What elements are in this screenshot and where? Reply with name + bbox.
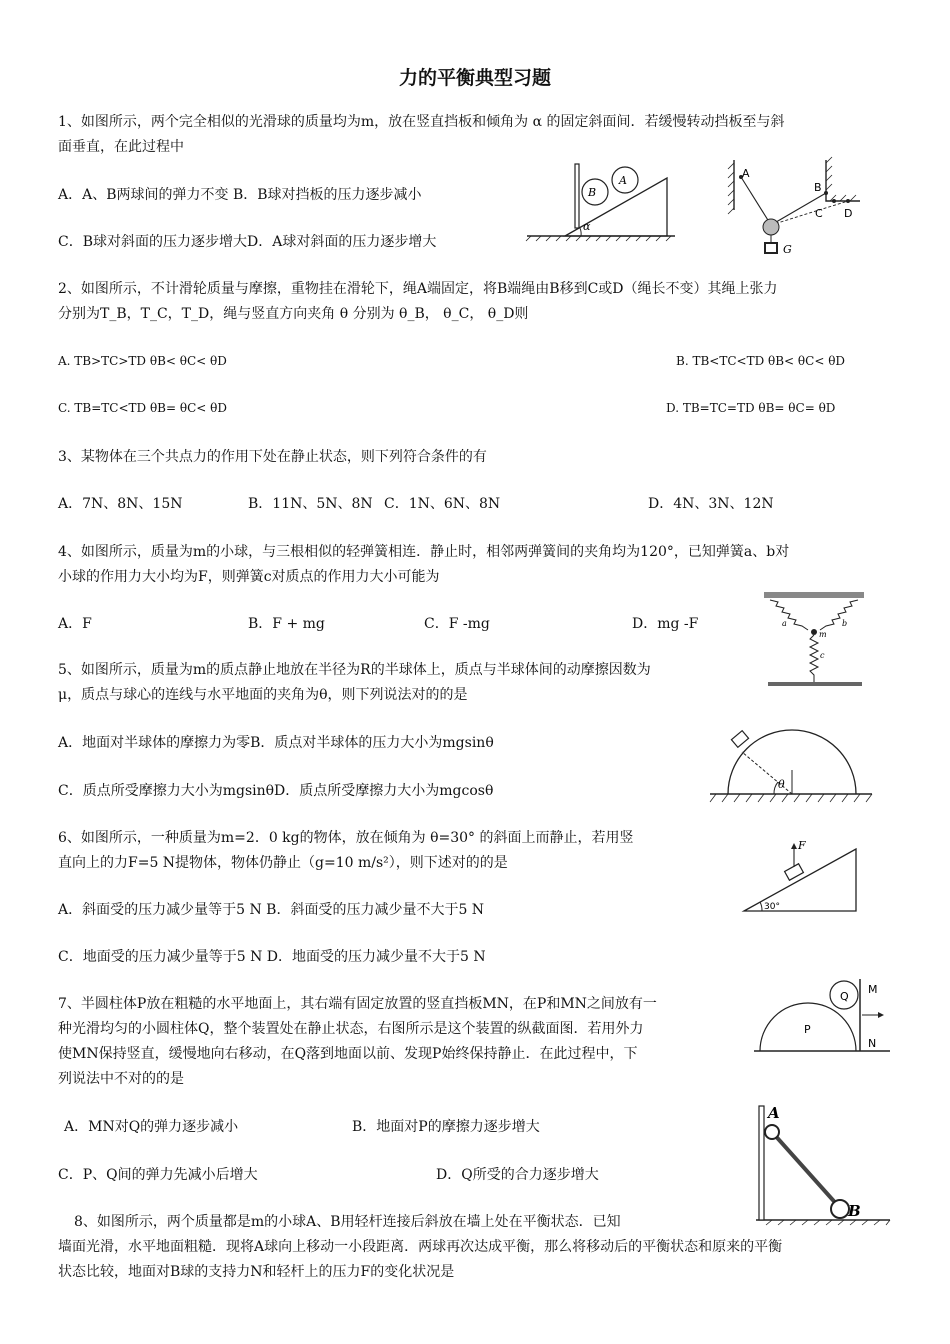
q4-label-a: a bbox=[782, 619, 787, 628]
q4-option-c: C．F -mg bbox=[424, 616, 490, 632]
q2-figure-pulley bbox=[726, 155, 866, 260]
q2-label-D: D bbox=[844, 207, 853, 220]
q2-option-b: B. TB<TC<TD θB< θC< θD bbox=[676, 354, 846, 368]
q4-label-b: b bbox=[842, 619, 848, 628]
q5-figure-hemisphere bbox=[708, 722, 878, 808]
q2-label-G: G bbox=[783, 243, 792, 256]
q7-label-M: M bbox=[868, 983, 878, 996]
q5-stem-line2: μ，质点与球心的连线与水平地面的夹角为θ，则下列说法对的的是 bbox=[58, 687, 468, 703]
q6-options-ab: A．斜面受的压力减少量等于5 N B．斜面受的压力减少量不大于5 N bbox=[58, 902, 485, 918]
q1-label-A: A bbox=[619, 174, 627, 187]
q7-label-P: P bbox=[804, 1023, 811, 1036]
q3-option-d: D．4N、3N、12N bbox=[648, 496, 774, 512]
q2-label-A: A bbox=[742, 167, 750, 180]
q2-stem-line2: 分别为T_B，T_C，T_D，绳与竖直方向夹角 θ 分别为 θ_B， θ_C， θ_D则 bbox=[58, 306, 529, 322]
q5-options-cd: C．质点所受摩擦力大小为mgsinθD．质点所受摩擦力大小为mgcosθ bbox=[58, 783, 494, 799]
q8-label-A: A bbox=[768, 1104, 780, 1122]
q4-label-m: m bbox=[819, 630, 827, 639]
q1-options-cd: C．B球对斜面的压力逐步增大D．A球对斜面的压力逐步增大 bbox=[58, 234, 437, 250]
q6-stem-line1: 6、如图所示，一种质量为m=2．0 kg的物体，放在倾角为 θ=30° 的斜面上而静止，若用竖 bbox=[58, 830, 634, 846]
q7-stem-line4: 列说法中不对的的是 bbox=[58, 1071, 184, 1087]
q8-stem-line3: 状态比较，地面对B球的支持力N和轻杆上的压力F的变化状况是 bbox=[58, 1264, 455, 1280]
q8-stem-line1: 8、如图所示，两个质量都是m的小球A、B用轻杆连接后斜放在墙上处在平衡状态．已知 bbox=[74, 1214, 621, 1230]
q6-label-angle: 30° bbox=[764, 902, 780, 912]
q8-stem-line2: 墙面光滑，水平地面粗糙．现将A球向上移动一小段距离．两球再次达成平衡，那么将移动后的平衡状态和原来的平衡 bbox=[58, 1239, 783, 1255]
q7-option-a: A．MN对Q的弹力逐步减小 bbox=[64, 1119, 239, 1135]
q7-figure-half-cylinder bbox=[752, 975, 892, 1055]
q7-option-d: D．Q所受的合力逐步增大 bbox=[436, 1167, 599, 1183]
q1-stem-line2: 面垂直，在此过程中 bbox=[58, 139, 184, 155]
q7-option-c: C．P、Q间的弹力先减小后增大 bbox=[58, 1167, 258, 1183]
q1-stem-line1: 1、如图所示，两个完全相似的光滑球的质量均为m，放在竖直挡板和倾角为 α 的固定斜面间．若缓慢转动挡板至与斜 bbox=[58, 114, 785, 130]
q7-label-N: N bbox=[868, 1037, 877, 1050]
q2-label-B: B bbox=[814, 181, 822, 194]
q8-label-B: B bbox=[848, 1202, 861, 1220]
q1-label-alpha: α bbox=[583, 220, 591, 233]
q6-options-cd: C．地面受的压力减少量等于5 N D．地面受的压力减少量不大于5 N bbox=[58, 949, 486, 965]
q1-options-ab: A．A、B两球间的弹力不变 B．B球对挡板的压力逐步减小 bbox=[58, 187, 422, 203]
q7-stem-line2: 种光滑均匀的小圆柱体Q，整个装置处在静止状态，右图所示是这个装置的纵截面图．若用外力 bbox=[58, 1021, 644, 1037]
q4-option-d: D．mg -F bbox=[632, 616, 699, 632]
page-title: 力的平衡典型习题 bbox=[398, 67, 551, 89]
q5-options-ab: A．地面对半球体的摩擦力为零B．质点对半球体的压力大小为mgsinθ bbox=[58, 735, 494, 751]
q4-stem-line1: 4、如图所示，质量为m的小球，与三根相似的轻弹簧相连．静止时，相邻两弹簧间的夹角均为120°，已知弹簧a、b对 bbox=[58, 544, 790, 560]
q5-stem-line1: 5、如图所示，质量为m的质点静止地放在半径为R的半球体上，质点与半球体间的动摩擦因数为 bbox=[58, 662, 651, 678]
q2-option-d: D. TB=TC=TD θB= θC= θD bbox=[666, 401, 836, 415]
q3-option-c: C．1N、6N、8N bbox=[384, 496, 501, 512]
q7-option-b: B．地面对P的摩擦力逐步增大 bbox=[352, 1119, 540, 1135]
q3-stem: 3、某物体在三个共点力的作用下处在静止状态，则下列符合条件的有 bbox=[58, 449, 487, 465]
q3-option-b: B．11N、5N、8N bbox=[248, 496, 373, 512]
q6-figure-incline bbox=[740, 835, 860, 915]
q7-stem-line3: 使MN保持竖直，缓慢地向右移动，在Q落到地面以前、发现P始终保持静止．在此过程中，下 bbox=[58, 1046, 638, 1062]
q8-figure-rod-balls bbox=[752, 1100, 892, 1225]
q1-figure-spheres-incline bbox=[525, 160, 695, 242]
q6-stem-line2: 直向上的力F=5 N提物体，物体仍静止（g=10 m/s²），则下述对的的是 bbox=[58, 855, 508, 871]
q6-label-F: F bbox=[798, 839, 806, 852]
q7-stem-line1: 7、半圆柱体P放在粗糙的水平地面上，其右端有固定放置的竖直挡板MN，在P和MN之间放有一 bbox=[58, 996, 657, 1012]
q4-option-a: A．F bbox=[58, 616, 92, 632]
q2-option-a: A. TB>TC>TD θB< θC< θD bbox=[58, 354, 227, 368]
q7-label-Q: Q bbox=[840, 990, 849, 1003]
q2-stem-line1: 2、如图所示，不计滑轮质量与摩擦，重物挂在滑轮下，绳A端固定，将B端绳由B移到C或D（绳长不变）其绳上张力 bbox=[58, 281, 778, 297]
q5-label-theta: θ bbox=[778, 778, 785, 791]
q4-figure-springs bbox=[760, 590, 870, 690]
q3-option-a: A．7N、8N、15N bbox=[58, 496, 183, 512]
q4-label-c: c bbox=[820, 651, 825, 660]
q4-option-b: B．F + mg bbox=[248, 616, 325, 632]
q4-stem-line2: 小球的作用力大小均为F，则弹簧c对质点的作用力大小可能为 bbox=[58, 569, 440, 585]
q1-label-B: B bbox=[588, 186, 597, 199]
q2-option-c: C. TB=TC<TD θB= θC< θD bbox=[58, 401, 227, 415]
q2-label-C: C bbox=[815, 207, 823, 220]
